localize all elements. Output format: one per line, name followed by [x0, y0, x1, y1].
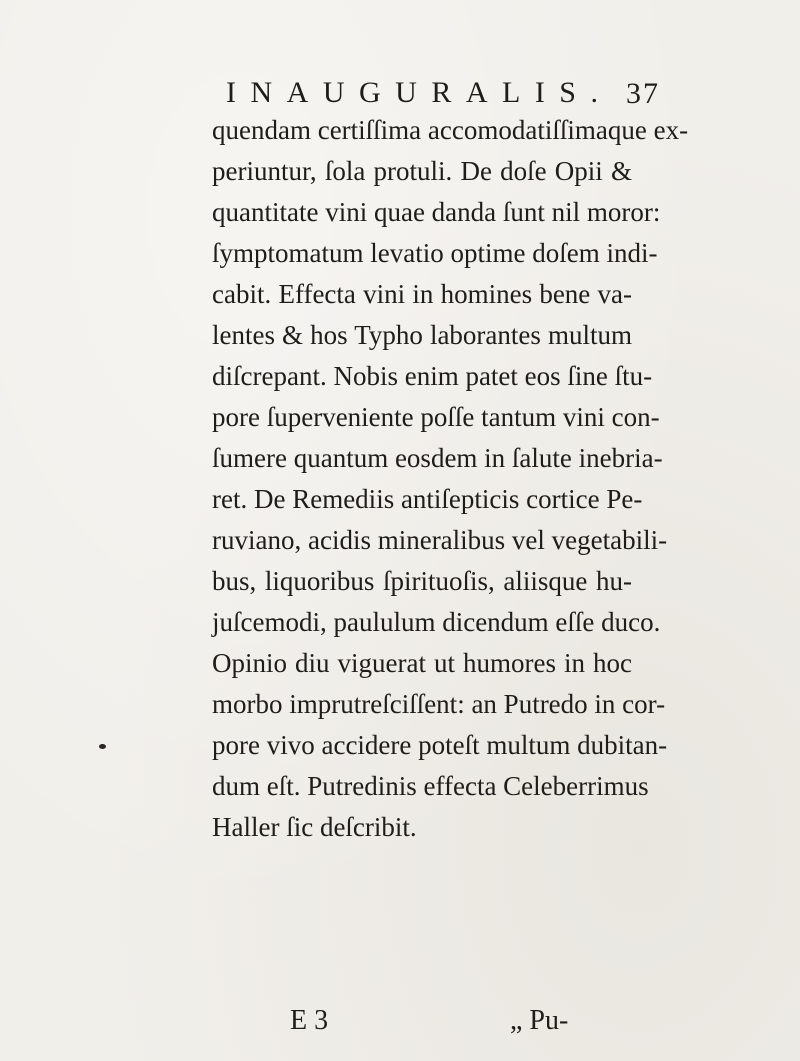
text-line: periuntur, ſola protuli. De doſe Opii & — [212, 156, 632, 186]
text-line: morbo imprutreſciſſent: an Putredo in cor- — [212, 689, 666, 719]
text-line: ſymptomatum levatio optime doſem indi- — [212, 238, 658, 268]
text-line: juſcemodi, paululum dicendum eſſe duco. — [212, 607, 661, 637]
running-title: INAUGURALIS. — [226, 76, 613, 109]
text-line: bus, liquoribus ſpirituoſis, aliisque hu- — [212, 566, 632, 596]
text-line: Haller ſic deſcribit. — [212, 812, 417, 842]
ink-speck — [99, 744, 106, 749]
text-line: dum eſt. Putredinis effecta Celeberrimus — [212, 771, 649, 801]
text-line: diſcrepant. Nobis enim patet eos ſine ſtu- — [212, 361, 653, 391]
text-line: cabit. Effecta vini in homines bene va- — [212, 279, 632, 309]
page-number: 37 — [626, 77, 660, 110]
text-line: lentes & hos Typho laborantes multum — [212, 320, 632, 350]
body-text — [212, 110, 689, 848]
catchword: „ Pu- — [510, 1005, 569, 1036]
signature-mark: E 3 — [290, 1005, 329, 1036]
text-line: pore vivo accidere poteſt multum dubitan- — [212, 730, 668, 760]
text-line: ſumere quantum eosdem in ſalute inebria- — [212, 443, 663, 473]
text-line: ruviano, acidis mineralibus vel vegetabili- — [212, 525, 668, 555]
text-line: pore ſuperveniente poſſe tantum vini con- — [212, 402, 660, 432]
text-line: ret. De Remediis antiſepticis cortice Pe- — [212, 484, 643, 514]
page-footer — [290, 1005, 670, 1045]
text-line: quendam certiſſima accomodatiſſimaque ex- — [212, 115, 689, 145]
text-line: Opinio diu viguerat ut humores in hoc — [212, 648, 632, 678]
text-line: quantitate vini quae danda ſunt nil moror: — [212, 197, 661, 227]
